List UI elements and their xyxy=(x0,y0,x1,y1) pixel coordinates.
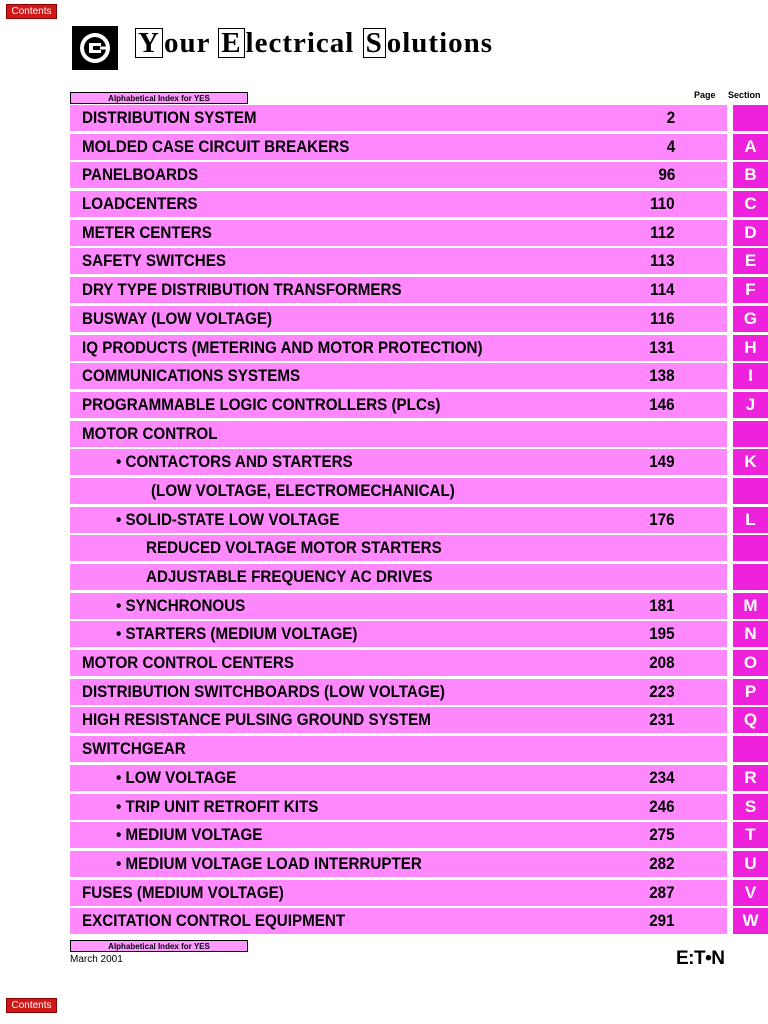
toc-entry-label: • STARTERS (MEDIUM VOLTAGE) xyxy=(116,625,358,644)
title-rest-3: olutions xyxy=(386,27,494,59)
toc-entry-bar[interactable] xyxy=(70,306,727,332)
toc-entry-bar[interactable] xyxy=(70,908,727,934)
toc-page-number: 110 xyxy=(650,195,675,214)
toc-row[interactable] xyxy=(70,335,768,361)
section-tab[interactable]: K xyxy=(733,449,768,475)
toc-entry-label: IQ PRODUCTS (METERING AND MOTOR PROTECTION) xyxy=(82,338,483,357)
toc-entry-bar[interactable] xyxy=(70,794,727,820)
toc-row[interactable] xyxy=(70,794,768,820)
toc-entry-bar[interactable] xyxy=(70,277,727,303)
toc-page-number: 116 xyxy=(650,309,675,328)
title-cap-e: E xyxy=(218,28,244,58)
toc-entry-label: • MEDIUM VOLTAGE LOAD INTERRUPTER xyxy=(116,854,422,873)
section-tab[interactable]: G xyxy=(733,306,768,332)
section-tab[interactable]: M xyxy=(733,593,768,619)
section-tab[interactable]: I xyxy=(733,363,768,389)
toc-entry-bar[interactable] xyxy=(70,765,727,791)
section-tab[interactable]: Q xyxy=(733,707,768,733)
section-tab[interactable]: V xyxy=(733,880,768,906)
toc-page-number: 112 xyxy=(650,223,675,242)
toc-row[interactable] xyxy=(70,478,768,504)
toc-entry-bar[interactable] xyxy=(70,593,727,619)
toc-page-number: 246 xyxy=(649,797,675,816)
toc-entry-bar[interactable] xyxy=(70,134,727,160)
toc-row[interactable] xyxy=(70,707,768,733)
toc-entry-label: MOTOR CONTROL xyxy=(82,424,218,443)
toc-entry-label: MOLDED CASE CIRCUIT BREAKERS xyxy=(82,137,350,156)
section-tab[interactable] xyxy=(733,535,768,561)
toc-entry-bar[interactable] xyxy=(70,162,727,188)
toc-page-number: 282 xyxy=(649,854,675,873)
toc-page-number: 149 xyxy=(649,453,675,472)
toc-row[interactable] xyxy=(70,564,768,590)
toc-entry-label: DRY TYPE DISTRIBUTION TRANSFORMERS xyxy=(82,281,402,300)
contents-button[interactable]: Contents xyxy=(6,4,57,19)
toc-page-number: 131 xyxy=(649,338,675,357)
toc-entry-label: DISTRIBUTION SYSTEM xyxy=(82,109,257,127)
toc-page-number: 275 xyxy=(649,826,675,845)
toc-entry-label: LOADCENTERS xyxy=(82,195,198,214)
contents-button[interactable]: Contents xyxy=(6,998,57,1013)
toc-page-number: 231 xyxy=(649,711,675,730)
title-rest-1: our xyxy=(163,27,219,59)
toc-entry-label: DISTRIBUTION SWITCHBOARDS (LOW VOLTAGE) xyxy=(82,682,445,701)
toc-row[interactable] xyxy=(70,535,768,561)
section-tab[interactable]: P xyxy=(733,679,768,705)
toc-entry-bar[interactable] xyxy=(70,248,727,274)
toc-entry-bar[interactable] xyxy=(70,191,727,217)
section-tab[interactable]: D xyxy=(733,220,768,246)
toc-row[interactable] xyxy=(70,277,768,303)
table-of-contents xyxy=(70,105,768,937)
toc-entry-label: MOTOR CONTROL CENTERS xyxy=(82,654,294,673)
toc-row[interactable] xyxy=(70,507,768,533)
toc-page-number: 287 xyxy=(649,883,675,902)
eaton-logo: E:T•N xyxy=(676,948,725,969)
section-tab[interactable]: E xyxy=(733,248,768,274)
toc-entry-bar[interactable] xyxy=(70,707,727,733)
alphabetical-index-link[interactable]: Alphabetical Index for YES xyxy=(70,940,248,952)
toc-entry-label: PANELBOARDS xyxy=(82,166,199,185)
toc-entry-label: COMMUNICATIONS SYSTEMS xyxy=(82,367,301,386)
title-rest-2: lectrical xyxy=(245,27,363,59)
page-column-header: Page xyxy=(694,90,716,100)
toc-page-number: 223 xyxy=(649,682,675,701)
toc-page-number: 234 xyxy=(649,768,675,787)
toc-row[interactable] xyxy=(70,105,768,131)
toc-entry-bar[interactable] xyxy=(70,421,727,447)
toc-page-number: 176 xyxy=(649,510,675,529)
section-tab[interactable] xyxy=(733,564,768,590)
toc-entry-bar[interactable] xyxy=(70,679,727,705)
section-tab[interactable]: O xyxy=(733,650,768,676)
toc-row[interactable] xyxy=(70,191,768,217)
toc-entry-label: SWITCHGEAR xyxy=(82,740,186,759)
toc-entry-label: REDUCED VOLTAGE MOTOR STARTERS xyxy=(146,539,442,558)
toc-row[interactable] xyxy=(70,392,768,418)
toc-page-number: 208 xyxy=(649,654,675,673)
toc-entry-bar[interactable] xyxy=(70,507,727,533)
toc-row[interactable] xyxy=(70,220,768,246)
toc-row[interactable] xyxy=(70,421,768,447)
toc-entry-bar[interactable] xyxy=(70,880,727,906)
toc-entry-label: • MEDIUM VOLTAGE xyxy=(116,826,263,845)
section-column-header: Section xyxy=(728,90,761,100)
toc-entry-bar[interactable] xyxy=(70,650,727,676)
toc-entry-label: SAFETY SWITCHES xyxy=(82,252,226,271)
toc-row[interactable] xyxy=(70,908,768,934)
section-tab[interactable]: L xyxy=(733,507,768,533)
section-tab[interactable]: H xyxy=(733,335,768,361)
toc-entry-bar[interactable] xyxy=(70,105,727,131)
toc-row[interactable] xyxy=(70,306,768,332)
toc-entry-bar[interactable] xyxy=(70,335,727,361)
section-tab[interactable]: N xyxy=(733,621,768,647)
publication-date: March 2001 xyxy=(70,954,123,965)
toc-row[interactable] xyxy=(70,880,768,906)
toc-entry-label: • SYNCHRONOUS xyxy=(116,596,246,615)
section-tab[interactable]: W xyxy=(733,908,768,934)
toc-page-number: 4 xyxy=(666,137,675,156)
toc-row[interactable] xyxy=(70,650,768,676)
page-title xyxy=(135,27,493,60)
toc-page-number: 113 xyxy=(650,252,675,271)
toc-entry-bar[interactable] xyxy=(70,363,727,389)
section-tab[interactable] xyxy=(733,478,768,504)
toc-row[interactable] xyxy=(70,162,768,188)
toc-row[interactable] xyxy=(70,593,768,619)
toc-entry-label: FUSES (MEDIUM VOLTAGE) xyxy=(82,883,284,902)
toc-page-number: 96 xyxy=(658,166,675,185)
toc-row[interactable] xyxy=(70,363,768,389)
toc-entry-label: BUSWAY (LOW VOLTAGE) xyxy=(82,309,273,328)
section-tab[interactable]: S xyxy=(733,794,768,820)
toc-page-number: 114 xyxy=(650,281,675,300)
toc-entry-label: • TRIP UNIT RETROFIT KITS xyxy=(116,797,319,816)
section-tab[interactable]: J xyxy=(733,392,768,418)
toc-row[interactable] xyxy=(70,134,768,160)
toc-entry-bar[interactable] xyxy=(70,564,727,590)
toc-entry-bar[interactable] xyxy=(70,220,727,246)
section-tab[interactable]: R xyxy=(733,765,768,791)
toc-entry-label: METER CENTERS xyxy=(82,223,212,242)
toc-entry-label: PROGRAMMABLE LOGIC CONTROLLERS (PLCs) xyxy=(82,395,441,414)
toc-page-number: 138 xyxy=(649,367,675,386)
toc-entry-label: • SOLID-STATE LOW VOLTAGE xyxy=(116,510,340,529)
title-cap-y: Y xyxy=(135,28,163,58)
toc-entry-bar[interactable] xyxy=(70,535,727,561)
toc-entry-label: (LOW VOLTAGE, ELECTROMECHANICAL) xyxy=(151,481,455,500)
section-tab[interactable]: A xyxy=(733,134,768,160)
toc-entry-bar[interactable] xyxy=(70,822,727,848)
toc-page-number: 195 xyxy=(649,625,675,644)
toc-row[interactable] xyxy=(70,449,768,475)
toc-entry-label: HIGH RESISTANCE PULSING GROUND SYSTEM xyxy=(82,711,431,730)
toc-entry-bar[interactable] xyxy=(70,449,727,475)
toc-entry-label: • LOW VOLTAGE xyxy=(116,768,237,787)
toc-entry-label: ADJUSTABLE FREQUENCY AC DRIVES xyxy=(146,568,433,586)
toc-row[interactable] xyxy=(70,765,768,791)
section-tab[interactable] xyxy=(733,105,768,131)
toc-entry-label: • CONTACTORS AND STARTERS xyxy=(116,453,353,472)
alphabetical-index-link[interactable]: Alphabetical Index for YES xyxy=(70,92,248,104)
toc-entry-bar[interactable] xyxy=(70,851,727,877)
toc-row[interactable] xyxy=(70,736,768,762)
toc-page-number: 146 xyxy=(649,395,675,414)
toc-entry-bar[interactable] xyxy=(70,736,727,762)
section-tab[interactable]: B xyxy=(733,162,768,188)
title-cap-s: S xyxy=(363,28,386,58)
toc-row[interactable] xyxy=(70,679,768,705)
toc-page-number: 181 xyxy=(649,596,675,615)
section-tab[interactable]: F xyxy=(733,277,768,303)
toc-row[interactable] xyxy=(70,248,768,274)
section-tab[interactable]: C xyxy=(733,191,768,217)
toc-row[interactable] xyxy=(70,621,768,647)
toc-row[interactable] xyxy=(70,851,768,877)
toc-page-number: 291 xyxy=(649,912,675,931)
toc-entry-bar[interactable] xyxy=(70,392,727,418)
section-tab[interactable]: U xyxy=(733,851,768,877)
toc-page-number: 2 xyxy=(666,109,675,127)
toc-entry-label: EXCITATION CONTROL EQUIPMENT xyxy=(82,912,346,931)
section-tab[interactable] xyxy=(733,421,768,447)
toc-entry-bar[interactable] xyxy=(70,478,727,504)
toc-row[interactable] xyxy=(70,822,768,848)
toc-entry-bar[interactable] xyxy=(70,621,727,647)
section-tab[interactable] xyxy=(733,736,768,762)
section-tab[interactable]: T xyxy=(733,822,768,848)
cutler-hammer-logo xyxy=(72,26,118,70)
